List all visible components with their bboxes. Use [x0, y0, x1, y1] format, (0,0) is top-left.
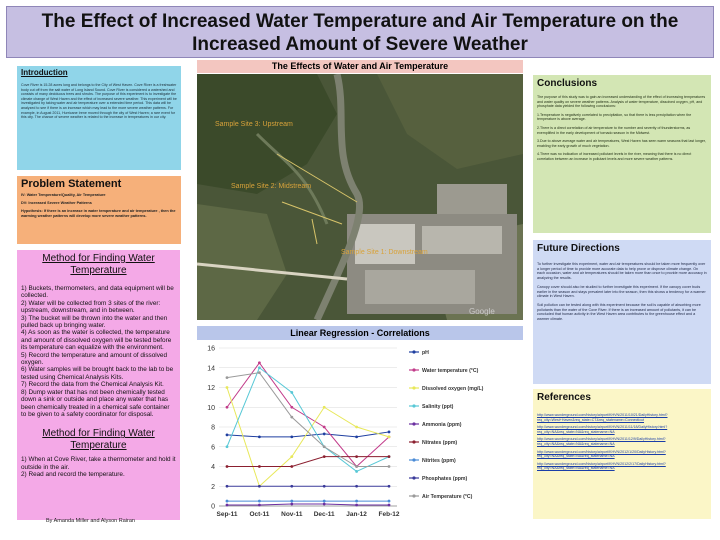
data-point	[290, 500, 293, 503]
y-tick-label: 4	[211, 464, 215, 471]
data-point	[323, 426, 326, 429]
method-step: 7) Record the data from the Chemical Analysis Kit.	[21, 381, 164, 389]
data-point	[258, 366, 261, 369]
future-paragraph: Canopy cover should also be studied to further investigate this experiment. If the canopy cover buds earlier in the season and stays prevalent later into the season, then this shows a tendency for a warmer climate in West Haven.	[537, 284, 706, 299]
legend-marker	[412, 440, 415, 443]
data-point	[355, 485, 358, 488]
legend-label: Water temperature (°C)	[422, 368, 479, 374]
data-point	[226, 406, 229, 409]
sample-site-2-label: Sample Site 2: Midstream	[231, 183, 312, 190]
legend-label: Phosphates (ppm)	[422, 476, 468, 482]
data-point	[258, 500, 261, 503]
method-step: 3) The bucket will be thrown into the water and then pulled back up bringing water.	[21, 314, 168, 330]
y-tick-label: 10	[207, 404, 215, 412]
series-line	[227, 363, 389, 467]
method-air-steps	[21, 456, 176, 478]
data-point	[226, 386, 229, 389]
y-tick-label: 8	[211, 424, 215, 432]
hypothesis: Hypothesis: If there is an increase in water temperature and air temperature , then the warming weather patterns will develop more severe weather patterns.	[21, 209, 176, 218]
y-tick-label: 14	[207, 365, 215, 373]
data-point	[323, 500, 326, 503]
independent-variable: IV: Water Temperature/Quality, Air Temperature	[21, 193, 106, 197]
data-point	[290, 435, 293, 438]
method-water-steps	[21, 285, 176, 418]
method-step: 1) Buckets, thermometers, and data equipment will be collected.	[21, 285, 174, 300]
introduction-panel	[17, 66, 181, 170]
legend-marker	[412, 386, 415, 389]
method-step: 1) When at Cove River, take a thermometer and hold it outside in the air.	[21, 456, 176, 471]
x-tick-label: Dec-11	[313, 511, 335, 518]
legend-label: Salinity (ppt)	[422, 404, 454, 410]
chart-heading: Linear Regression - Correlations	[197, 326, 523, 340]
legend-marker	[412, 350, 415, 353]
method-step: 2) Water will be collected from 3 sites of the river: upstream, downstream, and in between.	[21, 299, 161, 315]
data-point	[323, 485, 326, 488]
y-tick-label: 2	[211, 483, 215, 491]
data-point	[323, 455, 326, 458]
data-point	[388, 465, 391, 468]
method-step: 8) Dump water that has not been chemically tested down a sink or outside and place any water that has been chemically treated in a chemical safe container to be given to a safety coordinator for disposal.	[21, 388, 170, 418]
data-point	[258, 435, 261, 438]
future-heading: Future Directions	[537, 243, 620, 254]
data-point	[258, 485, 261, 488]
data-point	[388, 431, 391, 434]
data-point	[388, 435, 391, 438]
photo-heading: The Effects of Water and Air Temperature	[197, 60, 523, 73]
problem-heading: Problem Statement	[21, 178, 122, 190]
future-paragraph: Soil pollution can be tested along with this experiment because the soil is capable of absorbing more pollutants than the water of the Cove River. If there is an increased amount of pollutants, it can be concluded that human activity in the West Haven area contributes to the greenhouse effect and a warmer climate.	[537, 302, 701, 322]
conclusion-paragraph: 2.There is a direct correlation of air temperature to the number and severity of thunderstorms, as exemplified in the early development of tornado season in the Midwest.	[537, 125, 691, 135]
aerial-photo-image	[197, 74, 523, 320]
data-point	[226, 485, 229, 488]
data-point	[355, 435, 358, 438]
data-point	[290, 391, 293, 394]
introduction-heading: Introduction	[21, 68, 68, 77]
data-point	[226, 465, 229, 468]
legend-marker	[412, 458, 415, 461]
series-line	[227, 368, 389, 472]
y-tick-label: 16	[207, 345, 215, 353]
method-step: 5) Record the temperature and amount of dissolved oxygen.	[21, 351, 168, 367]
method-air-heading: Method for Finding Water Temperature	[42, 428, 155, 452]
legend-label: Nitrites (ppm)	[422, 458, 456, 464]
data-point	[226, 445, 229, 448]
data-point	[355, 500, 358, 503]
data-point	[290, 485, 293, 488]
legend-label: pH	[422, 350, 429, 356]
sample-site-1-label: Sample Site 1: Downstream	[341, 249, 428, 256]
data-point	[290, 416, 293, 419]
data-point	[388, 455, 391, 458]
data-point	[323, 503, 326, 506]
data-point	[290, 455, 293, 458]
x-tick-label: Jan-12	[346, 511, 367, 518]
poster-title: The Effect of Increased Water Temperature and Air Temperature on the Increased Amount of Severe Weather	[41, 11, 679, 55]
data-point	[388, 500, 391, 503]
y-tick-label: 0	[211, 503, 215, 511]
reference-link[interactable]: http://www.wunderground.com/history/airport/KHVN/2011/10/21/DailyHistory.html?req_city=West+Haven&req_state=CT&req_statename=Connecticut	[537, 413, 668, 422]
conclusion-paragraph: 4.There was no indication of increased pollutant levels in the river, meaning that there is no direct correlation between an increase in pollutant levels and more severe weather patterns.	[537, 152, 692, 161]
methods-panel	[17, 250, 180, 520]
method-step: 2) Read and record the temperature.	[21, 471, 125, 479]
x-tick-label: Nov-11	[281, 511, 303, 518]
references-heading: References	[537, 392, 591, 403]
data-point	[323, 406, 326, 409]
problem-statement-panel	[17, 176, 181, 244]
aerial-photo	[197, 74, 523, 320]
method-water-heading: Method for Finding Water Temperature	[42, 253, 155, 276]
conclusion-paragraph: The purpose of this study was to gain an increased understanding of the effect of increasing temperatures and water quality on severe weather patterns. Analysis of water temperature, dissolved oxygen, pH, and phosphate data yielded the following conclusions:	[537, 95, 706, 109]
conclusion-paragraph: 1.Temperature is negatively correlated to precipitation, so that there is less precipitation when the temperature is above average.	[537, 112, 692, 122]
legend-label: Air Temperature (°C)	[422, 494, 473, 500]
data-point	[388, 485, 391, 488]
legend-label: Dissolved oxygen (mg/L)	[422, 386, 484, 392]
data-point	[388, 504, 391, 507]
data-point	[323, 445, 326, 448]
dependent-variable: DV: Increased Severe Weather Patterns	[21, 201, 92, 205]
future-directions-panel	[533, 240, 711, 384]
legend-marker	[412, 404, 415, 407]
data-point	[355, 455, 358, 458]
data-point	[258, 361, 261, 364]
poster-title-box	[6, 6, 714, 58]
data-point	[226, 434, 229, 437]
data-point	[323, 433, 326, 436]
data-point	[258, 504, 261, 507]
future-paragraph: To further investigate this experiment, water and air temperatures should be taken more frequently over a longer period of time to provide more accurate data to help prove or disprove climate change. On each occasion, water and air temperatures should be taken more than once to provide more accuracy in analyzing the results.	[537, 262, 707, 281]
data-point	[258, 465, 261, 468]
legend-marker	[412, 494, 415, 497]
data-point	[226, 376, 229, 379]
conclusions-heading: Conclusions	[537, 78, 598, 89]
series-line	[227, 504, 389, 505]
legend-label: Nitrates (ppm)	[422, 440, 458, 446]
method-step: 6) Water samples will be brought back to the lab to be tested using Chemical Analysis Kits.	[21, 366, 174, 381]
y-tick-label: 6	[211, 444, 215, 452]
legend-marker	[412, 422, 415, 425]
legend-marker	[412, 368, 415, 371]
data-point	[290, 503, 293, 506]
data-point	[226, 504, 229, 507]
authors-credit: By Amanda Miller and Alyson Rairan	[46, 518, 135, 524]
sample-site-3-label: Sample Site 3: Upstream	[215, 121, 293, 128]
conclusions-panel	[533, 75, 711, 233]
reference-link[interactable]: http://www.wunderground.com/history/airport/KHVN/2011/12/9/DailyHistory.html?req_city=NA&req_state=NA&req_statename=NA	[537, 437, 666, 446]
chart-svg	[197, 340, 523, 518]
data-point	[258, 371, 261, 374]
data-point	[290, 465, 293, 468]
map-watermark: Google	[469, 307, 495, 316]
legend-label: Ammonia (ppm)	[422, 422, 462, 428]
reference-link[interactable]: http://www.wunderground.com/history/airport/KHVN/2011/11/18/DailyHistory.html?req_city=NA&req_state=NA&req_statename=NA	[537, 425, 668, 434]
legend-marker	[412, 476, 415, 479]
data-point	[355, 504, 358, 507]
data-point	[355, 470, 358, 473]
correlation-chart	[197, 340, 523, 518]
data-point	[290, 406, 293, 409]
data-point	[226, 500, 229, 503]
x-tick-label: Feb-12	[378, 511, 400, 518]
data-point	[355, 426, 358, 429]
references-panel	[533, 389, 711, 519]
x-tick-label: Sep-11	[216, 511, 238, 518]
method-step: 4) As soon as the water is collected, the temperature and amount of dissolved oxygen will be tested before its temperature can equalize with the environment.	[21, 329, 172, 352]
reference-link[interactable]: http://www.wunderground.com/history/airport/KHVN/2012/2/17/DailyHistory.html?req_city=NA&req_state=NA&req_statename=NA	[537, 461, 666, 471]
x-tick-label: Oct-11	[249, 511, 270, 518]
reference-link[interactable]: http://www.wunderground.com/history/airport/KHVN/2012/1/20/DailyHistory.html?req_city=NA&req_state=NA&req_statename=NA	[537, 449, 666, 459]
data-point	[355, 465, 358, 468]
introduction-text: Cove River is 15.28 acres long and belongs to the City of West Haven. Cove River is a freshwater body cut off from the salt water of Long Island Sound. Cove River is considered a watershed and consists of many deciduous trees and shrubs. The purpose of this experiment is to investigate the climate change of West Haven and the effect of increased severe weather. This experiment will be investigated by taking water and air temperature over a extended time period. This data will be analyzed to see if there is an increase which may lead to the more severe weather patterns. For example, in August 2011, Hurricane Irene moved through the city of West Haven; a rare event for this city. The chance of severe weather is related to the increase in temperatures in our city.	[21, 83, 177, 120]
y-tick-label: 12	[207, 385, 215, 392]
conclusion-paragraph: 3.Due to above average water and air temperatures, West Haven has seen warm seasons that last longer, enabling the early growth of much vegetation.	[537, 139, 706, 148]
